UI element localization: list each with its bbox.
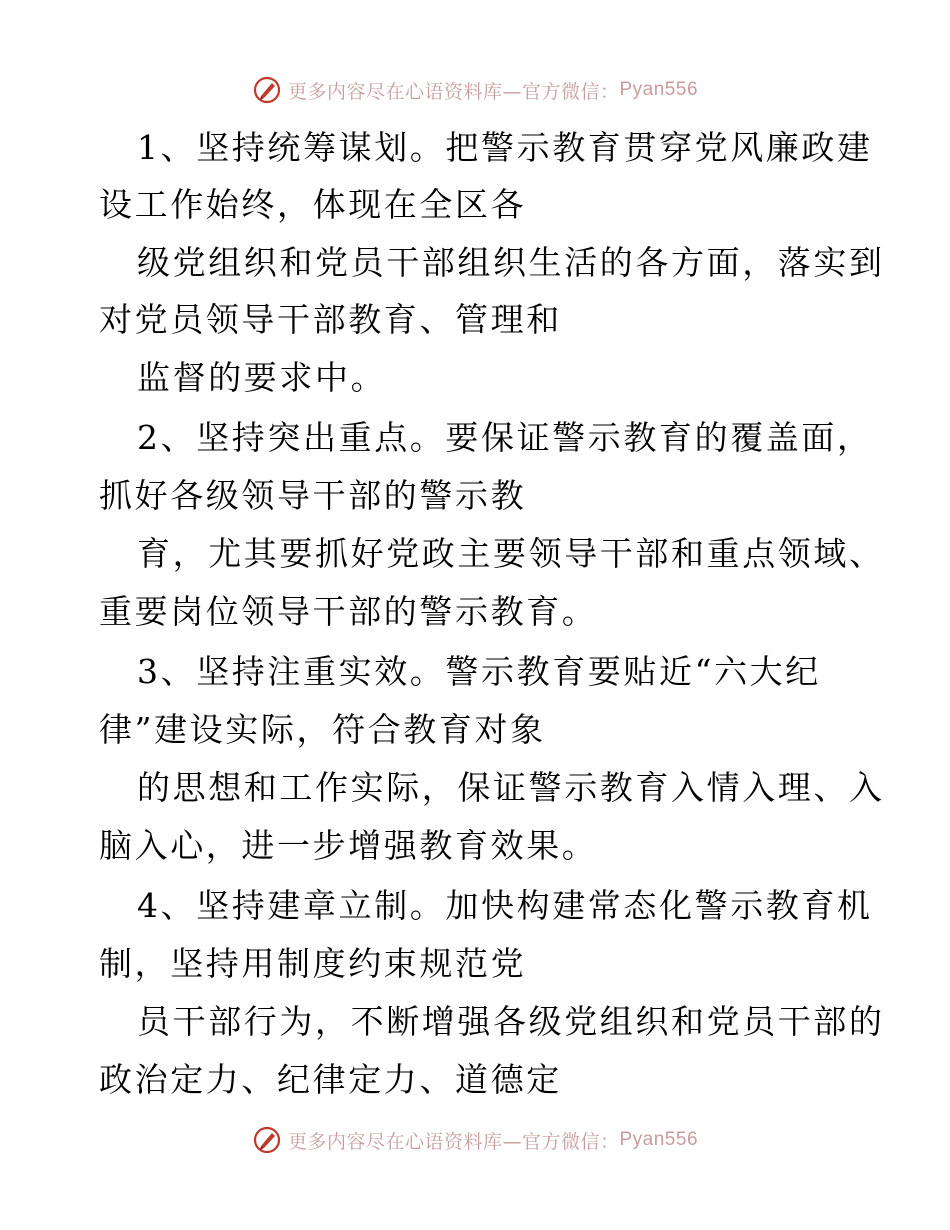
text-line: 脑入心，进一步增强教育效果。 (99, 826, 598, 865)
pen-seal-icon (252, 1125, 282, 1155)
text-line: 1、坚持统筹谋划。把警示教育贯穿党风廉政建 (137, 128, 873, 167)
watermark-text: 更多内容尽在心语资料库—官方微信： (287, 80, 620, 103)
text-line: 对党员领导干部教育、管理和 (99, 300, 562, 339)
text-line: 育，尤其要抓好党政主要领导干部和重点领域、 (137, 534, 885, 573)
text-line: 2、坚持突出重点。要保证警示教育的覆盖面， (137, 418, 873, 457)
text-line: 政治定力、纪律定力、道德定 (99, 1060, 562, 1099)
text-line: 重要岗位领导干部的警示教育。 (99, 592, 598, 631)
text-line: 设工作始终，体现在全区各 (99, 185, 527, 224)
text-line: 的思想和工作实际，保证警示教育入情入理、入 (137, 768, 885, 807)
pen-seal-icon (252, 75, 282, 105)
watermark-wechat-id: Pyan556 (619, 79, 699, 100)
text-line: 监督的要求中。 (137, 358, 387, 397)
text-line: 抓好各级领导干部的警示教 (99, 476, 527, 515)
watermark-text: 更多内容尽在心语资料库—官方微信： (287, 1130, 620, 1153)
text-line: 制，坚持用制度约束规范党 (99, 944, 527, 983)
footer-watermark (0, 1120, 950, 1160)
watermark-wechat-id: Pyan556 (619, 1129, 699, 1150)
header-watermark (0, 70, 950, 110)
text-line: 3、坚持注重实效。警示教育要贴近“六大纪 (137, 652, 821, 691)
text-line: 员干部行为，不断增强各级党组织和党员干部的 (137, 1002, 885, 1041)
text-line: 律”建设实际，符合教育对象 (99, 710, 546, 749)
text-line: 4、坚持建章立制。加快构建常态化警示教育机 (137, 886, 873, 925)
text-line: 级党组织和党员干部组织生活的各方面，落实到 (137, 243, 885, 282)
